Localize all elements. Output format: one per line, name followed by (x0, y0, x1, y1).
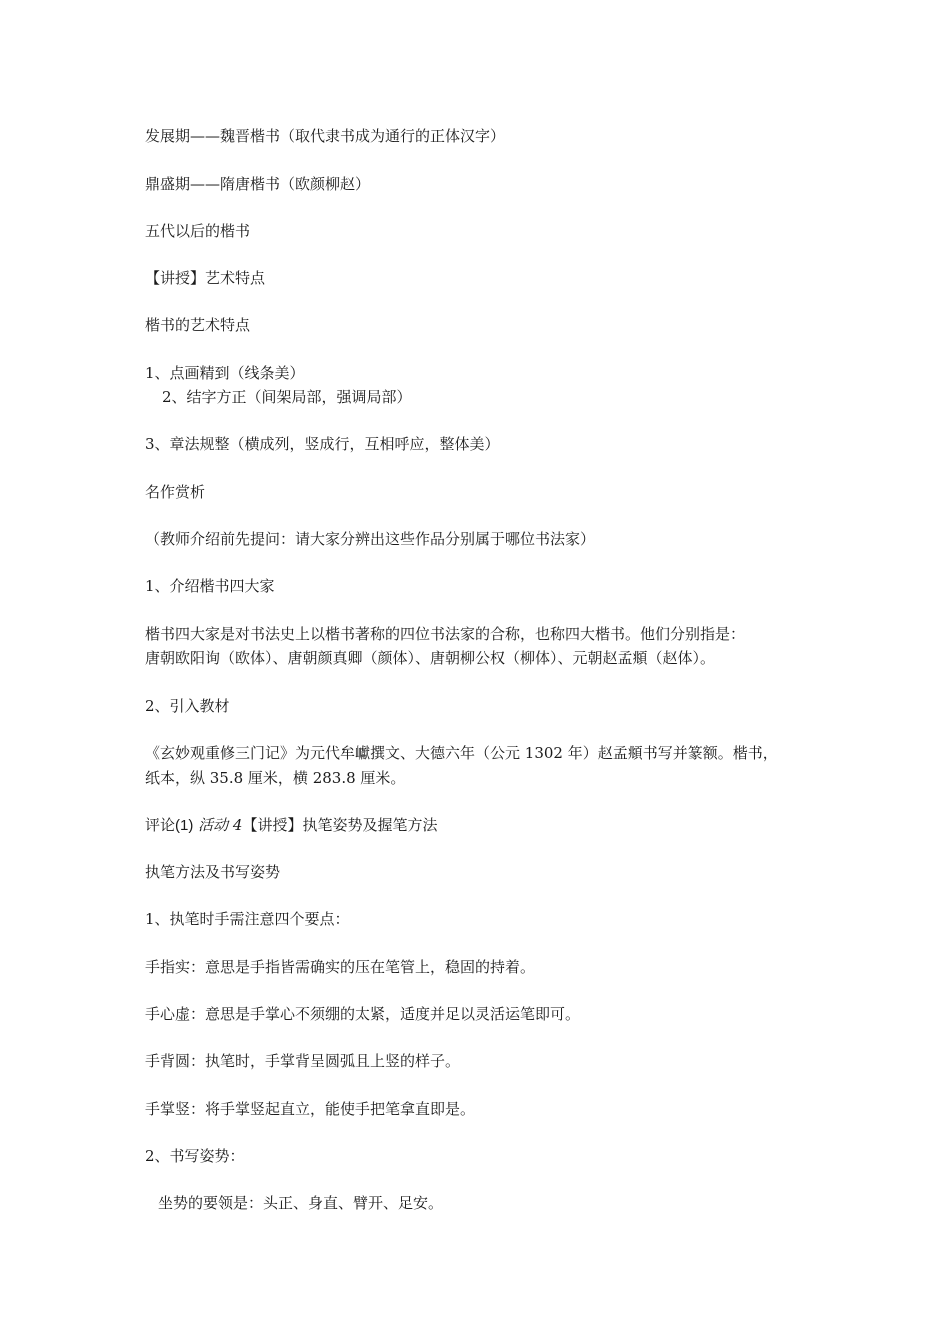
text-line-intro-material: 2、引入教材 (145, 697, 230, 715)
text-line-peak: 鼎盛期——隋唐楷书（欧颜柳赵） (145, 175, 371, 193)
text-line-palm-empty: 手心虚：意思是手掌心不须绷的太紧，适度并足以灵活运笔即可。 (145, 1005, 581, 1023)
text-line-brush-method: 执笔方法及书写姿势 (145, 863, 281, 881)
comment-link[interactable]: 评论(1) (145, 817, 194, 834)
text-line-sitting-posture: 坐势的要领是：头正、身直、臂开、足安。 (158, 1194, 444, 1212)
text-line-five-dynasties: 五代以后的楷书 (145, 222, 251, 240)
text-line-masters-desc-1: 楷书四大家是对书法史上以楷书著称的四位书法家的合称，也称四大楷书。他们分别指是： (145, 625, 746, 643)
text-line-masters-desc-2: 唐朝欧阳询（欧体）、唐朝颜真卿（颜体）、唐朝柳公权（柳体）、元朝赵孟頫（赵体）。 (145, 649, 716, 667)
text-line-development: 发展期——魏晋楷书（取代隶书成为通行的正体汉字） (145, 127, 506, 145)
text-line-feature-3: 3、章法规整（横成列，竖成行，互相呼应，整体美） (145, 435, 500, 453)
text-line-teacher-question: （教师介绍前先提问：请大家分辨出这些作品分别属于哪位书法家） (145, 530, 596, 548)
text-line-feature-1: 1、点画精到（线条美） (145, 364, 305, 382)
text-line-lecture-art: 【讲授】艺术特点 (145, 269, 266, 287)
text-line-masterpiece: 名作赏析 (145, 483, 206, 501)
text-line-palm-upright: 手掌竖：将手掌竖起直立，能使手把笔拿直即是。 (145, 1100, 476, 1118)
text-line-work-desc-1: 《玄妙观重修三门记》为元代牟巘撰文、大德六年（公元 1302 年）赵孟頫书写并篆额。楷书， (145, 744, 778, 762)
text-line-art-features: 楷书的艺术特点 (145, 316, 251, 334)
text-line-work-desc-2: 纸本，纵 35.8 厘米，横 283.8 厘米。 (145, 769, 406, 787)
text-line-feature-2: 2、结字方正（间架局部，强调局部） (162, 388, 412, 406)
text-line-four-masters: 1、介绍楷书四大家 (145, 577, 275, 595)
text-line-back-round: 手背圆：执笔时，手掌背呈圆弧且上竖的样子。 (145, 1052, 461, 1070)
text-line-activity (145, 813, 437, 838)
text-line-finger-solid: 手指实：意思是手指皆需确实的压在笔管上，稳固的持着。 (145, 958, 536, 976)
text-line-four-points: 1、执笔时手需注意四个要点： (145, 910, 350, 928)
activity-title: 【讲授】执笔姿势及握笔方法 (242, 816, 438, 834)
text-line-writing-posture: 2、书写姿势： (145, 1147, 245, 1165)
activity-label: 活动 4 (198, 816, 243, 834)
